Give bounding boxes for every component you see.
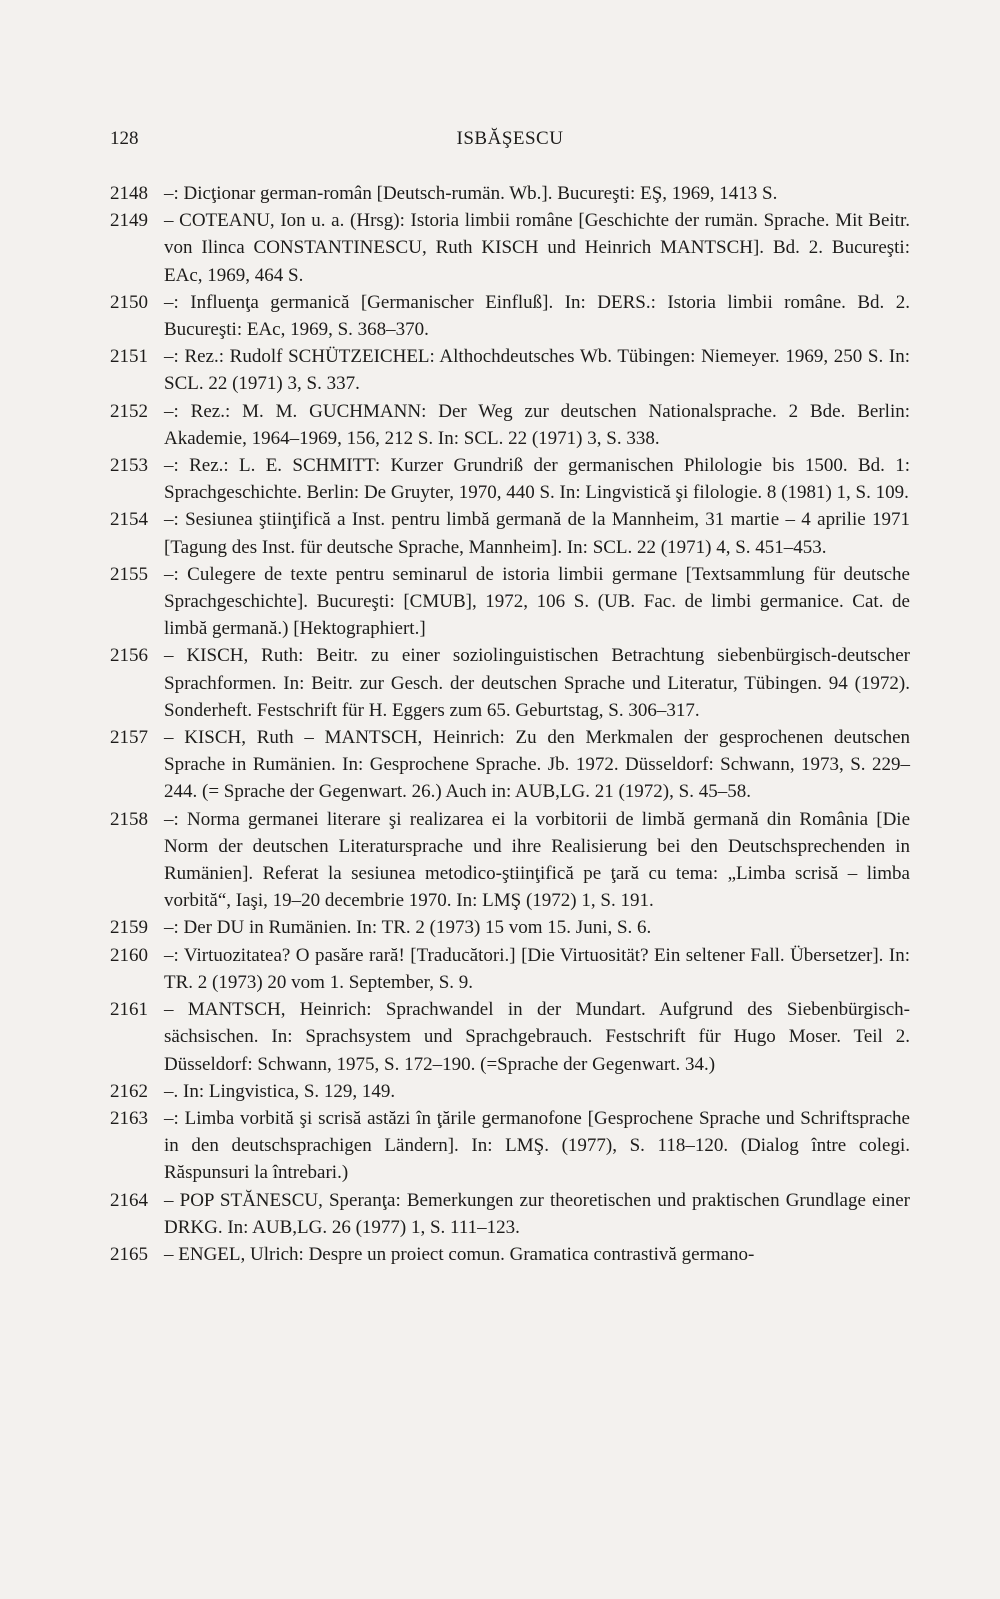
entry-number: 2158 [110, 808, 148, 830]
bibliography-entry [110, 914, 910, 941]
bibliography-entry [110, 806, 910, 915]
bibliography-entry [110, 1078, 910, 1105]
bibliography-entry [110, 506, 910, 560]
entry-number: 2157 [110, 727, 148, 749]
entry-number: 2149 [110, 210, 148, 232]
entry-text: – COTEANU, Ion u. a. (Hrsg): Istoria limbii române [Geschichte der rumän. Sprache. Mit Beitr. von Ilinca CONSTANTINESCU, Ruth KISCH und Heinrich MANTSCH]. Bd. 2. Bucureşti: EAc, 1969, 464 S. [164, 210, 910, 286]
entry-number: 2162 [110, 1080, 148, 1102]
entry-number: 2155 [110, 563, 148, 585]
entry-text: – KISCH, Ruth – MANTSCH, Heinrich: Zu den Merkmalen der gesprochenen deutschen Sprache in Rumänien. In: Gesprochene Sprache. Jb. 1972. Düsseldorf: Schwann, 1973, S. 229–244. (= Sprache der Gegenwart. 26.) Auch in: AUB,LG. 21 (1972), S. 45–58. [164, 727, 910, 803]
entry-text: – MANTSCH, Heinrich: Sprachwandel in der Mundart. Aufgrund des Siebenbürgisch-sächsischen. In: Sprachsystem und Sprachgebrauch. Festschrift für Hugo Moser. Teil 2. Düsseldorf: Schwann, 1975, S. 172–190. (=Sprache der Gegenwart. 34.) [164, 999, 910, 1075]
bibliography-entry [110, 180, 910, 207]
page-header [110, 128, 910, 158]
entry-number: 2151 [110, 346, 148, 368]
entry-text: –: Influenţa germanică [Germanischer Einfluß]. In: DERS.: Istoria limbii române. Bd. 2. Bucureşti: EAc, 1969, S. 368–370. [164, 291, 910, 341]
entry-number: 2164 [110, 1189, 148, 1211]
page-number: 128 [110, 128, 139, 149]
bibliography-entry [110, 561, 910, 643]
bibliography-entry [110, 942, 910, 996]
bibliography-entry [110, 207, 910, 289]
entry-number: 2163 [110, 1107, 148, 1129]
entry-text: –: Dicţionar german-român [Deutsch-rumän. Wb.]. Bucureşti: EŞ, 1969, 1413 S. [164, 183, 778, 204]
entry-text: –: Sesiunea ştiinţifică a Inst. pentru limbă germană de la Mannheim, 31 martie – 4 aprilie 1971 [Tagung des Inst. für deutsche Sprache, Mannheim]. In: SCL. 22 (1971) 4, S. 451–453. [164, 509, 910, 558]
entry-number: 2154 [110, 509, 148, 531]
bibliography-entry [110, 343, 910, 397]
entry-number: 2153 [110, 455, 148, 477]
entry-text: –. In: Lingvistica, S. 129, 149. [164, 1080, 396, 1102]
entry-text: –: Virtuozitatea? O pasăre rară! [Traducători.] [Die Virtuosität? Ein seltener Fall. Übersetzer]. In: TR. 2 (1973) 20 vom 1. September, S. 9. [164, 944, 910, 993]
bibliography-entry [110, 996, 910, 1078]
entry-text: –: Rez.: Rudolf SCHÜTZEICHEL: Althochdeutsches Wb. Tübingen: Niemeyer. 1969, 250 S. In: SCL. 22 (1971) 3, S. 337. [164, 346, 910, 395]
entry-number: 2150 [110, 291, 148, 313]
bibliography-entries [110, 180, 910, 1268]
bibliography-entry [110, 398, 910, 452]
bibliography-entry [110, 1105, 910, 1187]
entry-text: –: Limba vorbită şi scrisă astăzi în ţările germanofone [Gesprochene Sprache und Schriftsprache in den deutschsprachigen Ländern]. In: LMŞ. (1977), S. 118–120. (Dialog între colegi. Răspunsuri la întrebari.) [164, 1107, 910, 1184]
bibliography-entry [110, 289, 910, 343]
entry-number: 2152 [110, 400, 148, 422]
entry-number: 2156 [110, 645, 148, 667]
entry-number: 2165 [110, 1243, 148, 1265]
entry-text: –: Rez.: L. E. SCHMITT: Kurzer Grundriß der germanischen Philologie bis 1500. Bd. 1: Sprachgeschichte. Berlin: De Gruyter, 1970, 440 S. In: Lingvistică şi filologie. 8 (1981) 1, S. 109. [164, 455, 910, 504]
bibliography-entry [110, 1187, 910, 1241]
entry-text: –: Rez.: M. M. GUCHMANN: Der Weg zur deutschen Nationalsprache. 2 Bde. Berlin: Akademie, 1964–1969, 156, 212 S. In: SCL. 22 (1971) 3, S. 338. [164, 400, 910, 449]
entry-text: – ENGEL, Ulrich: Despre un proiect comun. Gramatica contrastivă germano- [164, 1243, 755, 1265]
entry-text: –: Culegere de texte pentru seminarul de istoria limbii germane [Textsammlung für deutsche Sprachgeschichte]. Bucureşti: [CMUB], 1972, 106 S. (UB. Fac. de limbi germanice. Cat. de limbă germană.) [Hektographiert.] [164, 563, 910, 640]
entry-number: 2159 [110, 917, 148, 939]
entry-text: – KISCH, Ruth: Beitr. zu einer soziolinguistischen Betrachtung siebenbürgisch-deutscher Sprachformen. In: Beitr. zur Gesch. der deutschen Sprache und Literatur, Tübingen. 94 (1972). Sonderheft. Festschrift für H. Eggers zum 65. Geburtstag, S. 306–317. [164, 645, 910, 721]
bibliography-entry [110, 724, 910, 806]
bibliography-entry [110, 642, 910, 724]
entry-number: 2161 [110, 999, 148, 1021]
entry-number: 2148 [110, 183, 148, 204]
entry-text: –: Norma germanei literare şi realizarea ei la vorbitorii de limbă germană din România [Die Norm der deutschen Literatursprache und ihre Realisierung bei den Deutschsprechenden in Rumänien]. Referat la sesiunea metodico-ştiinţifică pe ţară cu tema: „Limba scrisă – limba vorbită“, Iaşi, 19–20 decembrie 1970. In: LMŞ (1972) 1, S. 191. [164, 808, 910, 912]
entry-text: –: Der DU in Rumänien. In: TR. 2 (1973) 15 vom 15. Juni, S. 6. [164, 917, 652, 939]
bibliography-entry [110, 452, 910, 506]
entry-text: – POP STĂNESCU, Speranţa: Bemerkungen zur theoretischen und praktischen Grundlage einer DRKG. In: AUB,LG. 26 (1977) 1, S. 111–123. [164, 1189, 910, 1238]
bibliography-entry [110, 1241, 910, 1268]
entry-number: 2160 [110, 944, 148, 966]
running-head: ISBĂŞESCU [456, 128, 564, 149]
